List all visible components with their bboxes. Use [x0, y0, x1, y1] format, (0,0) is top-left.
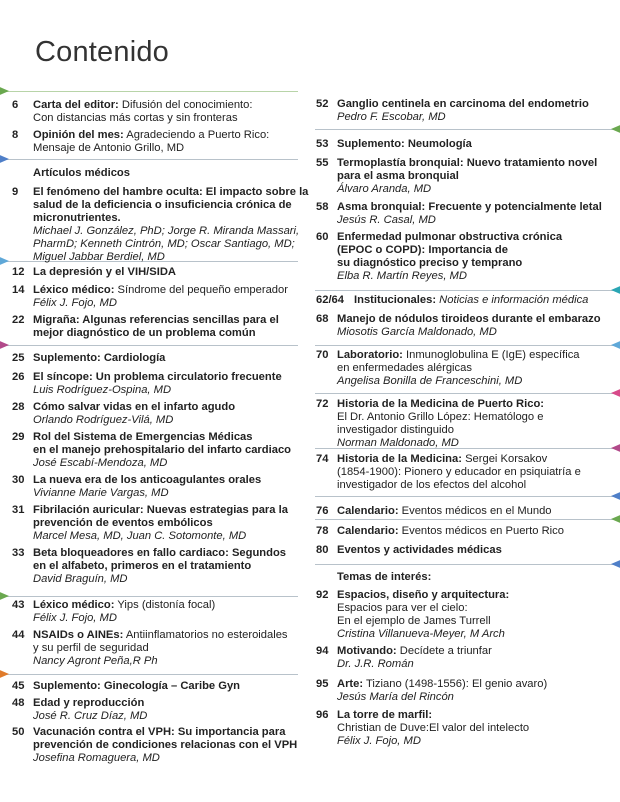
entry-title: Suplemento: Neumología [337, 138, 472, 150]
page-number: 76 [316, 505, 329, 517]
page-number: 28 [12, 401, 25, 413]
entry-author: Miguel Jabbar Berdiel, MD [33, 251, 165, 263]
divider [0, 159, 298, 160]
page-number: 12 [12, 266, 25, 278]
entry-author: Cristina Villanueva-Meyer, M Arch [337, 628, 505, 640]
entry-subtitle: y su perfil de seguridad [33, 642, 149, 654]
section-title: Temas de interés: [337, 571, 432, 583]
divider [0, 596, 298, 597]
entry-title: La depresión y el VIH/SIDA [33, 266, 176, 278]
divider [315, 290, 620, 291]
section-header [33, 167, 130, 180]
page-number: 80 [316, 544, 329, 556]
entry-author: Pedro F. Escobar, MD [337, 111, 446, 123]
section-header [337, 571, 431, 584]
entry-author: Jesús María del Rincón [337, 691, 454, 703]
divider-marker [0, 85, 9, 97]
page-number: 72 [316, 398, 329, 410]
entry-title: Léxico médico: [33, 599, 115, 611]
divider [315, 496, 620, 497]
entry-title: Eventos y actividades médicas [337, 544, 502, 556]
entry-title: Beta bloqueadores en fallo cardiaco: Segundos [33, 547, 287, 559]
entry-title: Institucionales: [354, 294, 437, 306]
entry-subtitle: Decídete a triunfar [396, 645, 492, 657]
divider-marker [0, 153, 9, 165]
divider [315, 345, 620, 346]
entry-author: Dr. J.R. Román [337, 658, 414, 670]
entry-author: Félix J. Fojo, MD [33, 612, 117, 624]
entry-author: Luis Rodríguez-Ospina, MD [33, 384, 172, 396]
divider-marker [0, 339, 9, 351]
entry-subtitle: Eventos médicos en Puerto Rico [398, 525, 564, 537]
entry-title: Opinión del mes: [33, 129, 124, 141]
divider-marker [611, 442, 620, 454]
entry-subtitle: investigador de los efectos del alcohol [337, 479, 527, 491]
entry-title: Manejo de nódulos tiroideos durante el embarazo [337, 313, 601, 325]
section-title: Artículos médicos [33, 167, 130, 179]
entry-subtitle: Difusión del conocimiento: [118, 99, 253, 111]
page-number: 96 [316, 709, 329, 721]
page-number: 43 [12, 599, 25, 611]
divider-marker [611, 123, 620, 135]
entry-title: Enfermedad pulmonar obstructiva crónica [337, 231, 563, 243]
divider-marker [0, 590, 9, 602]
entry-title: Vacunación contra el VPH: [33, 726, 175, 738]
entry-title: prevención de condiciones relacionas con el VPH [33, 739, 298, 751]
page-number: 6 [12, 99, 19, 111]
entry-subtitle: Antiinflamatorios no esteroidales [123, 629, 288, 641]
entry-title: Suplemento: Cardiología [33, 352, 166, 364]
page-number: 9 [12, 186, 19, 198]
entry-title: Suplemento: Ginecología – Caribe Gyn [33, 680, 241, 692]
entry-subtitle: El Dr. Antonio Grillo López: Hematólogo e [337, 411, 544, 423]
entry-title: La torre de marfil: [337, 709, 433, 721]
entry-subtitle: Christian de Duve:El valor del intelecto [337, 722, 530, 734]
divider-marker [611, 513, 620, 525]
entry-title: Fibrilación auricular: Nuevas estrategias para la [33, 504, 288, 516]
entry-subtitle: (1854-1900): Pionero y educador en psiquiatría e [337, 466, 581, 478]
divider-marker [611, 558, 620, 570]
entry-author: Nancy Agront Peña,R Ph [33, 655, 158, 667]
entry-author: Michael J. González, PhD; Jorge R. Miranda Massari, [33, 225, 300, 237]
page-number: 50 [12, 726, 25, 738]
page-number: 70 [316, 349, 329, 361]
page-number: 45 [12, 680, 25, 692]
entry-subtitle: Con distancias más cortas y sin fronteras [33, 112, 238, 124]
page-number: 22 [12, 314, 25, 326]
entry-subtitle: Inmunoglobulina E (IgE) específica [402, 349, 580, 361]
page-number: 48 [12, 697, 25, 709]
entry-title: en el alfabeto, primeros en el tratamiento [33, 560, 252, 572]
entry-author: Miosotis García Maldonado, MD [337, 326, 497, 338]
divider-marker [611, 284, 620, 296]
entry-subtitle: Agradeciendo a Puerto Rico: [123, 129, 270, 141]
divider [315, 564, 620, 565]
entry-author: Vivianne Marie Vargas, MD [33, 487, 169, 499]
page-number: 55 [316, 157, 329, 169]
entry-title: mejor diagnóstico de un problema común [33, 327, 256, 339]
entry-title: Historia de la Medicina de Puerto Rico: [337, 398, 545, 410]
entry-subtitle: Espacios para ver el cielo: [337, 602, 468, 614]
page-number: 30 [12, 474, 25, 486]
entry-subtitle: Síndrome del pequeño emperador [114, 284, 288, 296]
entry-title: Espacios, diseño y arquitectura: [337, 589, 510, 601]
entry-author: Álvaro Aranda, MD [337, 183, 432, 195]
entry-title: (EPOC o COPD): Importancia de [337, 244, 508, 256]
divider [0, 91, 298, 92]
entry-title: Léxico médico: [33, 284, 115, 296]
entry-subtitle: investigador distinguido [337, 424, 454, 436]
page-number: 78 [316, 525, 329, 537]
divider [315, 129, 620, 130]
entry-author: Félix J. Fojo, MD [337, 735, 421, 747]
entry-subtitle: en enfermedades alérgicas [337, 362, 472, 374]
entry-title: en el manejo prehospitalario del infarto cardiaco [33, 444, 292, 456]
divider-marker [611, 490, 620, 502]
entry-title: su diagnóstico preciso y temprano [337, 257, 523, 269]
entry-author: Elba R. Martín Reyes, MD [337, 270, 467, 282]
entry-title: Calendario: [337, 505, 399, 517]
entry-subtitle: En el ejemplo de James Turrell [337, 615, 491, 627]
entry-author: Norman Maldonado, MD [337, 437, 459, 449]
entry-title: para el asma bronquial [337, 170, 459, 182]
page-number: 74 [316, 453, 329, 465]
entry-title: Ganglio centinela en carcinoma del endometrio [337, 98, 589, 110]
entry-subtitle: Mensaje de Antonio Grillo, MD [33, 142, 185, 154]
entry-subtitle: Sergei Korsakov [461, 453, 548, 465]
divider [0, 345, 298, 346]
entry-author: David Braguín, MD [33, 573, 128, 585]
entry-title: Carta del editor: [33, 99, 119, 111]
entry-author: Angelisa Bonilla de Franceschini, MD [337, 375, 523, 387]
entry-author: Josefina Romaguera, MD [33, 752, 160, 764]
entry-title: El fenómeno del hambre oculta: El impacto sobre la [33, 186, 309, 198]
entry-author: José R. Cruz Díaz, MD [33, 710, 148, 722]
entry-subtitle: Noticias e información médica [436, 294, 589, 306]
page-number: 95 [316, 678, 329, 690]
entry-author: Jesús R. Casal, MD [337, 214, 436, 226]
entry-title: Asma bronquial: Frecuente y potencialmente letal [337, 201, 602, 213]
entry-author: PharmD; Kenneth Cintrón, MD; Oscar Santiago, MD; [33, 238, 295, 250]
divider-marker [0, 668, 9, 680]
page-title: Contenido [35, 36, 170, 68]
entry-author: José Escabí-Mendoza, MD [33, 457, 168, 469]
page-number: 62/64 [316, 294, 344, 306]
page-number: 29 [12, 431, 25, 443]
page-number: 14 [12, 284, 25, 296]
page-number: 53 [316, 138, 329, 150]
page-number: 31 [12, 504, 25, 516]
entry-author: Marcel Mesa, MD, Juan C. Sotomonte, MD [33, 530, 247, 542]
page-number: 60 [316, 231, 329, 243]
page-number: 44 [12, 629, 25, 641]
page-number: 92 [316, 589, 329, 601]
entry-author: Félix J. Fojo, MD [33, 297, 117, 309]
divider-marker [611, 387, 620, 399]
divider [315, 519, 620, 520]
divider [315, 393, 620, 394]
page-number: 58 [316, 201, 329, 213]
entry-title: Calendario: [337, 525, 399, 537]
page-number: 94 [316, 645, 329, 657]
entry-title: salud de la deficiencia o insuficiencia crónica de [33, 199, 292, 211]
entry-title: prevención de eventos embólicos [33, 517, 213, 529]
entry-title: La nueva era de los anticoagulantes orales [33, 474, 262, 486]
divider-marker [611, 339, 620, 351]
entry-title: Arte: [337, 678, 364, 690]
entry-title: Termoplastía bronquial: Nuevo tratamiento novel [337, 157, 598, 169]
page-number: 26 [12, 371, 25, 383]
entry-title: Motivando: [337, 645, 397, 657]
entry-title: El síncope: Un problema circulatorio frecuente [33, 371, 282, 383]
entry-subtitle: Su importancia para [174, 726, 286, 738]
entry-title: micronutrientes. [33, 212, 121, 224]
entry-title: Migraña: Algunas referencias sencillas para el [33, 314, 279, 326]
entry-title: Cómo salvar vidas en el infarto agudo [33, 401, 236, 413]
page-number: 33 [12, 547, 25, 559]
page-number: 8 [12, 129, 19, 141]
entry-subtitle: Tiziano (1498-1556): El genio avaro) [363, 678, 548, 690]
entry-title: Rol del Sistema de Emergencias Médicas [33, 431, 253, 443]
entry-title: NSAIDs o AINEs: [33, 629, 124, 641]
entry-author: Orlando Rodríguez-Vilá, MD [33, 414, 174, 426]
page-number: 68 [316, 313, 329, 325]
page-number: 52 [316, 98, 329, 110]
entry-title: Laboratorio: [337, 349, 403, 361]
entry-title: Edad y reproducción [33, 697, 145, 709]
entry-title: Historia de la Medicina: [337, 453, 462, 465]
page-number: 25 [12, 352, 25, 364]
entry-subtitle: Yips (distonía focal) [114, 599, 216, 611]
divider-marker [0, 255, 9, 267]
divider [0, 674, 298, 675]
entry-subtitle: Eventos médicos en el Mundo [398, 505, 552, 517]
